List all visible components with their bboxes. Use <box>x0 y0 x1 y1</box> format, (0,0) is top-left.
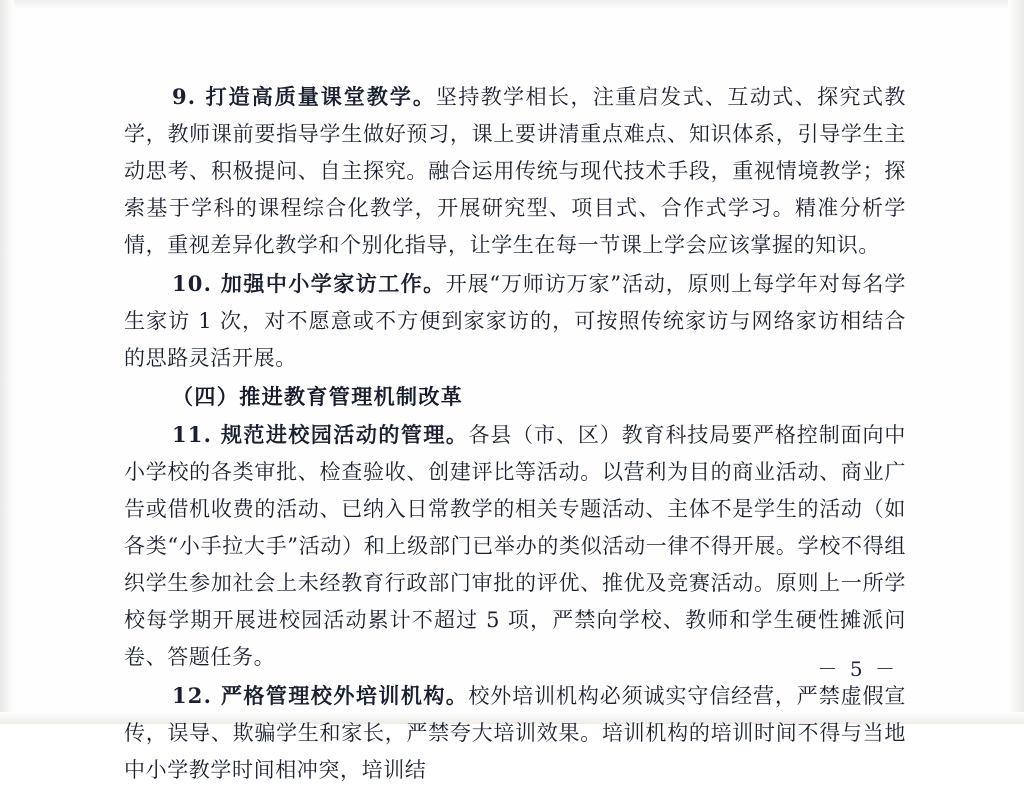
scan-edge-right <box>1008 0 1024 724</box>
scan-edge-top <box>0 0 1024 10</box>
paragraph-item-12 <box>124 677 906 789</box>
scan-edge-left <box>0 0 14 724</box>
paragraph-text-item-12: 校外培训机构必须诚实守信经营，严禁虚假宣传，误导、欺骗学生和家长，严禁夸大培训效果。培训机构的培训时间不得与当地中小学教学时间相冲突，培训结 <box>124 684 906 782</box>
paragraph-text-item-9: 坚持教学相长，注重启发式、互动式、探究式教学，教师课前要指导学生做好预习，课上要讲清重点难点、知识体系，引导学生主动思考、积极提问、自主探究。融合运用传统与现代技术手段，重视情境教学；探索基于学科的课程综合化教学，开展研究型、项目式、合作式学习。精准分析学情，重视差异化教学和个别化指导，让学生在每一节课上学会应该掌握的知识。 <box>124 85 906 257</box>
paragraph-heading-item-9: 9. 打造高质量课堂教学。 <box>172 84 436 109</box>
paragraph-item-11 <box>124 416 906 676</box>
paragraph-heading-item-12: 12. 严格管理校外培训机构。 <box>172 683 469 708</box>
document-body <box>124 78 906 790</box>
paragraph-heading-item-11: 11. 规范进校园活动的管理。 <box>172 422 469 447</box>
paragraph-item-9 <box>124 78 906 264</box>
section-heading-four: （四）推进教育管理机制改革 <box>172 384 464 409</box>
paragraph-text-item-10: 开展“万师访万家”活动，原则上每学年对每名学生家访 1 次，对不愿意或不方便到家家访的，可按照传统家访与网络家访相结合的思路灵活开展。 <box>124 272 907 370</box>
paragraph-heading-item-10: 10. 加强中小学家访工作。 <box>172 271 446 296</box>
paragraph-item-10 <box>124 265 906 377</box>
paragraph-text-item-11: 各县（市、区）教育科技局要严格控制面向中小学校的各类审批、检查验收、创建评比等活动。以营利为目的商业活动、商业广告或借机收费的活动、已纳入日常教学的相关专题活动、主体不是学生的活动（如各类“小手拉大手”活动）和上级部门已举办的类似活动一律不得开展。学校不得组织学生参加社会上未经教育行政部门审批的评优、推优及竞赛活动。原则上一所学校每学期开展进校园活动累计不超过 5 项，严禁向学校、教师和学生硬性摊派问卷、答题任务。 <box>124 423 906 669</box>
page-number: － 5 － <box>817 657 898 681</box>
